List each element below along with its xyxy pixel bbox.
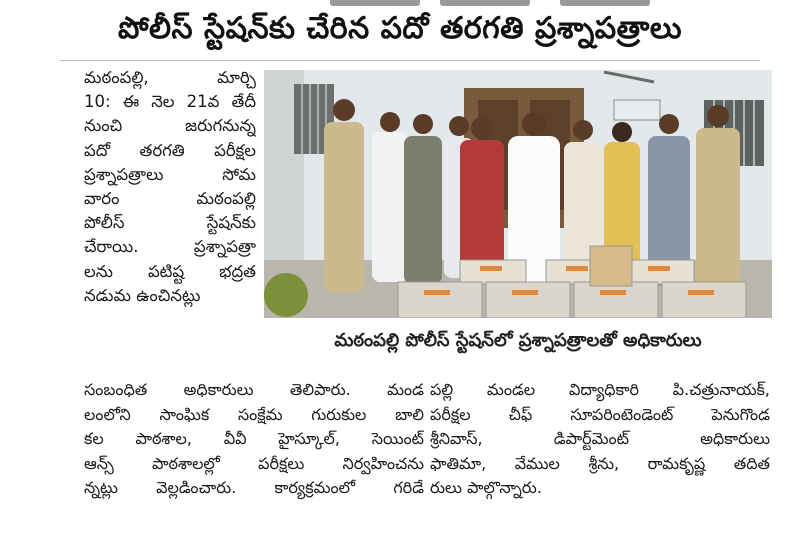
text-line: రులు పాల్గొన్నారు.	[430, 478, 542, 498]
photo-illustration	[264, 70, 772, 318]
news-photo	[264, 70, 772, 318]
text-line: లంలోని సాంఘిక సంక్షేమ గురుకుల బాలి	[84, 404, 424, 424]
photo-caption: మఠంపల్లి పోలీస్ స్టేషన్‌లో ప్రశ్నాపత్రాలతో అధికారులు	[334, 329, 702, 351]
text-line: ప్రశ్నాపత్రాలు సోమ	[84, 164, 256, 184]
text-line: మఠంపల్లి, మార్చి	[84, 68, 256, 87]
text-line: న్నట్లు వెల్లడించారు. కార్యక్రమంలో గరిడే	[84, 478, 424, 498]
text-line: వారం మఠంపల్లి	[84, 188, 256, 208]
text-line: లను పటిష్ట భద్రత	[84, 261, 256, 281]
article-left-column	[84, 66, 256, 308]
text-line: కల పాఠశాల, వీవీ హైస్కూల్, సెయింట్	[84, 429, 424, 449]
text-line: పోలీస్ స్టేషన్‌కు	[84, 213, 256, 233]
text-line: చేరాయి. ప్రశ్నాపత్రా	[84, 237, 256, 257]
text-line: నుంచి జరుగనున్న	[84, 116, 256, 136]
article-bottom-right-column	[430, 378, 770, 501]
headline: పోలీస్ స్టేషన్‌కు చేరిన పదో తరగతి ప్రశ్నాపత్రాలు	[117, 11, 683, 46]
text-line: 10: ఈ నెల 21వ తేదీ	[84, 92, 256, 112]
article-bottom-left-column	[84, 378, 424, 501]
text-line: ఫాతిమా, వేముల శ్రీను, రామకృష్ణ తదిత	[430, 453, 770, 473]
clipped-previous-article	[0, 0, 800, 8]
text-line: ఆన్స్ పాఠశాలల్లో పరీక్షలు నిర్వహించను	[84, 453, 424, 473]
text-line: సంబంధిత అధికారులు తెలిపారు. మండ	[84, 380, 424, 399]
text-line: పదో తరగతి పరీక్షల	[84, 140, 256, 160]
text-line: శ్రీనివాస్, డిపార్ట్‌మెంట్ అధికారులు	[430, 429, 770, 449]
text-line: పరీక్షల చీఫ్ సూపరింటెండెంట్ పెనుగొండ	[430, 404, 770, 424]
text-line: నడుమ ఉంచినట్లు	[84, 285, 201, 305]
headline-rule	[60, 60, 760, 61]
text-line: పల్లి మండల విద్యాధికారి పి.చత్రునాయక్,	[430, 380, 770, 399]
